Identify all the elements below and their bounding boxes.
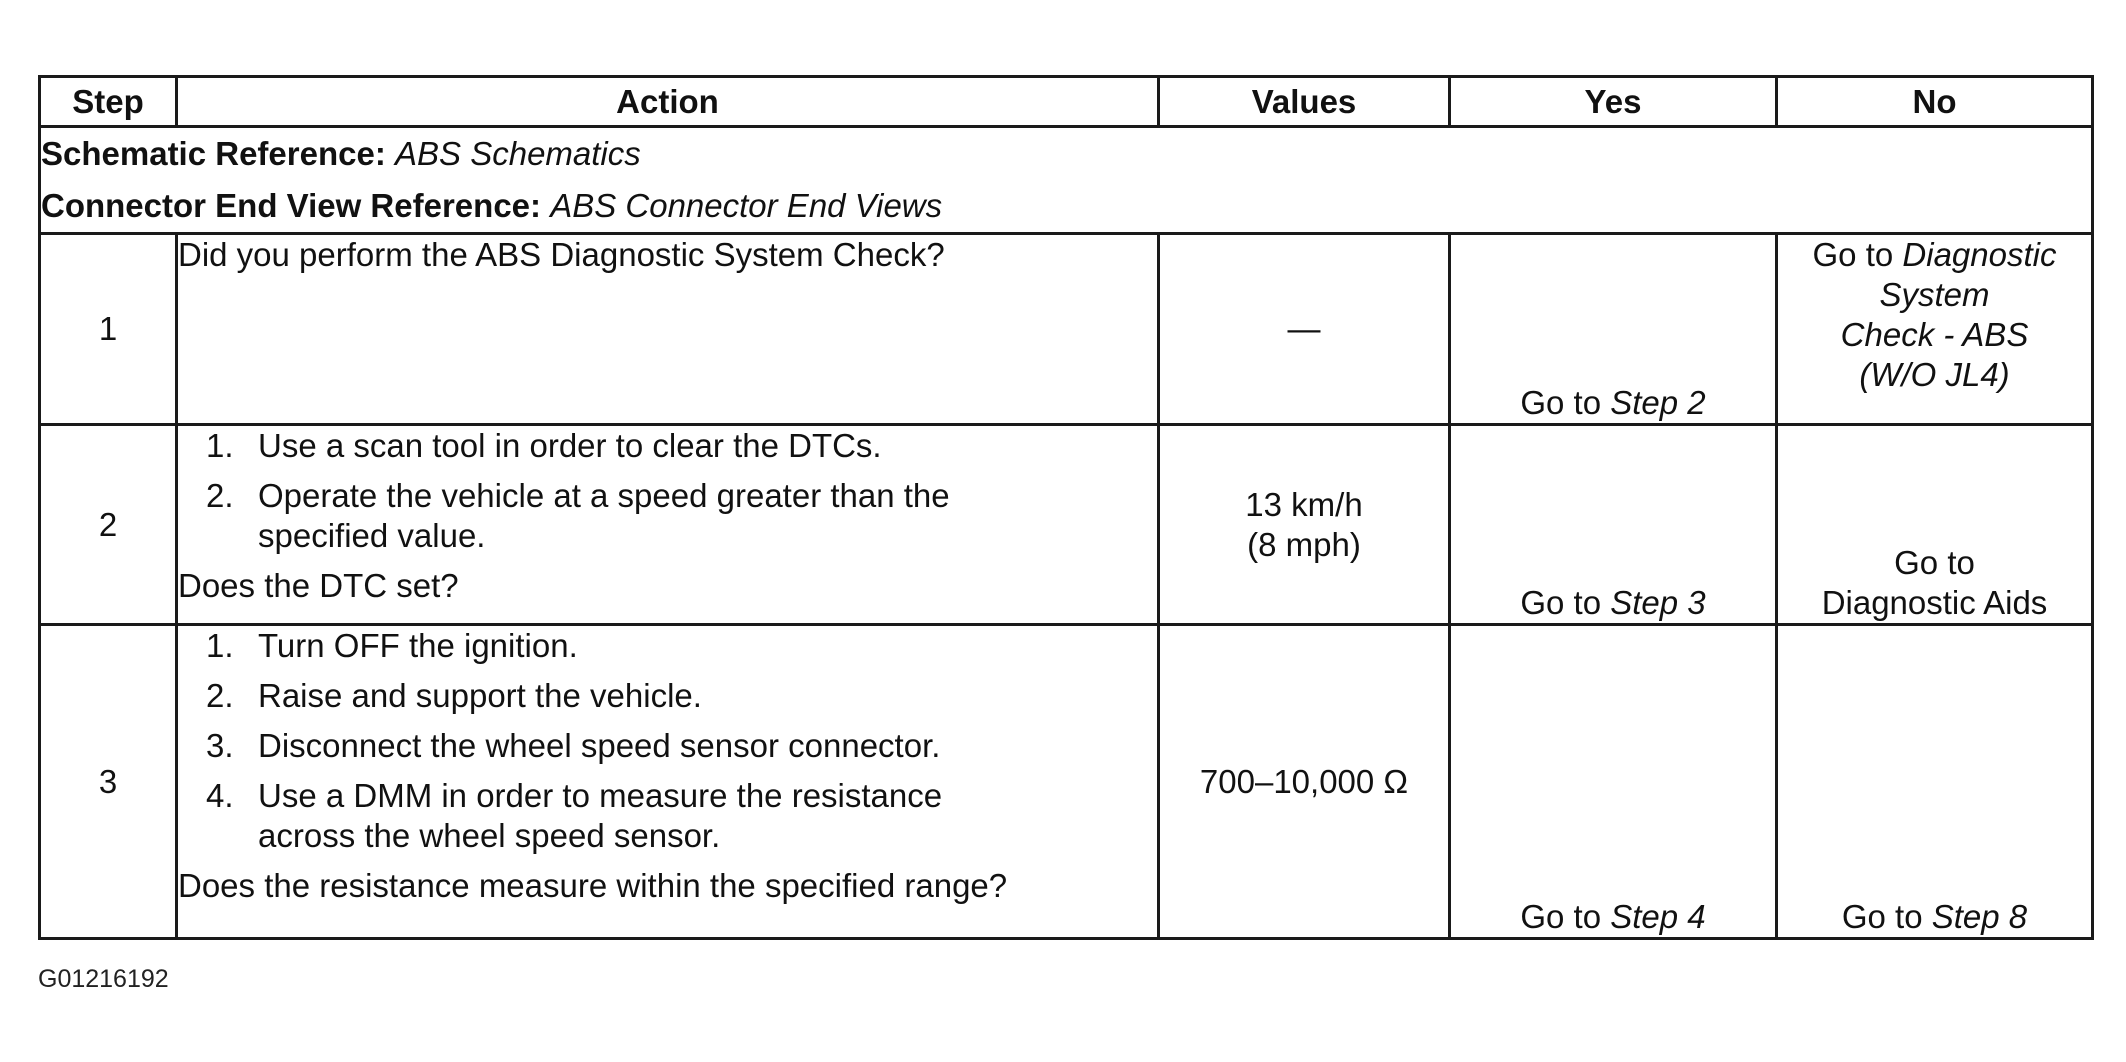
list-item [178,676,1157,716]
no-cell [1777,234,2093,425]
reference-row [40,127,2093,234]
no-ref-line1: Diagnostic [1902,236,2057,273]
no-step-ref: Step 8 [1931,898,2028,935]
header-action: Action [177,77,1159,127]
figure-code: G01216192 [38,965,169,993]
schematic-reference-label: Schematic Reference: [41,135,386,172]
header-values: Values [1159,77,1450,127]
no-prefix: Go to [1841,898,1932,935]
reference-cell [40,127,2093,234]
item-number: 1. [206,427,234,464]
no-prefix: Go to [1812,236,1903,273]
item-text: Disconnect the wheel speed sensor connector. [258,727,941,764]
item-number: 1. [206,627,234,664]
no-line1: Go to [1894,544,1975,581]
yes-prefix: Go to [1520,898,1611,935]
list-item [178,626,1157,666]
yes-step-ref: Step 3 [1610,584,1706,621]
yes-prefix: Go to [1520,584,1611,621]
table-row [40,234,2093,425]
no-ref-line4: (W/O JL4) [1859,356,2010,393]
item-text-line2: specified value. [258,517,486,554]
table-row [40,625,2093,939]
item-number: 2. [206,677,234,714]
list-item [178,476,1157,556]
list-item [178,776,1157,856]
yes-cell [1450,425,1777,625]
no-line2: Diagnostic Aids [1821,584,2048,621]
action-question: Did you perform the ABS Diagnostic System Check? [178,236,945,273]
diagnostic-table [38,75,2094,940]
list-item [178,426,1157,466]
value-line1: 13 km/h [1245,485,1363,523]
item-text: Turn OFF the ignition. [258,627,578,664]
item-number: 3. [206,727,234,764]
action-cell [177,234,1159,425]
step-number: 1 [40,234,177,425]
no-cell [1777,425,2093,625]
header-row [40,77,2093,127]
values-cell: — [1159,234,1450,425]
no-ref-line2: System [1879,276,1990,313]
values-cell [1159,425,1450,625]
schematic-reference [41,128,2091,180]
step-number: 2 [40,425,177,625]
connector-reference-label: Connector End View Reference: [41,187,542,224]
action-question: Does the resistance measure within the specified range? [178,867,1008,904]
yes-step-ref: Step 2 [1610,384,1706,421]
action-cell [177,425,1159,625]
table-row [40,425,2093,625]
yes-cell [1450,234,1777,425]
connector-reference-value: ABS Connector End Views [550,187,943,224]
action-question: Does the DTC set? [178,567,459,604]
list-item [178,726,1157,766]
item-text: Raise and support the vehicle. [258,677,702,714]
item-text-line1: Use a DMM in order to measure the resistance [258,777,943,814]
step-number: 3 [40,625,177,939]
item-text-line2: across the wheel speed sensor. [258,817,721,854]
no-ref-line3: Check - ABS [1840,316,2029,353]
item-text-line1: Operate the vehicle at a speed greater than the [258,477,950,514]
item-number: 2. [206,477,234,514]
header-no: No [1777,77,2093,127]
schematic-reference-value: ABS Schematics [395,135,641,172]
yes-prefix: Go to [1520,384,1611,421]
header-yes: Yes [1450,77,1777,127]
item-number: 4. [206,777,234,814]
no-cell [1777,625,2093,939]
action-steps [178,626,1157,856]
value-line2: (8 mph) [1247,525,1361,563]
action-cell [177,625,1159,939]
connector-reference [41,180,2091,232]
header-step: Step [40,77,177,127]
yes-step-ref: Step 4 [1610,898,1706,935]
values-cell: 700–10,000 Ω [1159,625,1450,939]
action-steps [178,426,1157,556]
yes-cell [1450,625,1777,939]
item-text: Use a scan tool in order to clear the DTCs. [258,427,882,464]
